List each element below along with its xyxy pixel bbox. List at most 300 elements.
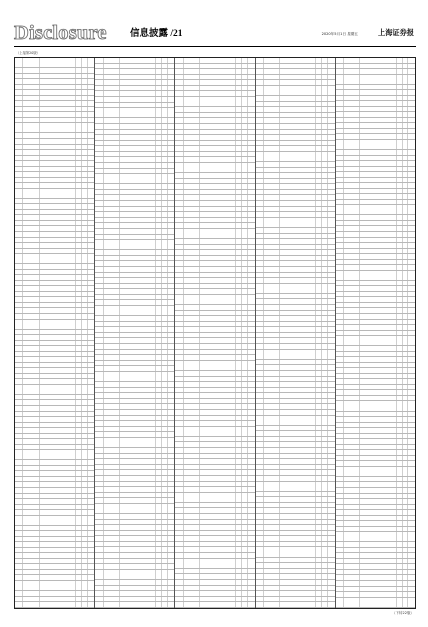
- table-cell: [248, 107, 255, 112]
- table-cell: [336, 205, 344, 214]
- table-cell: [184, 410, 200, 415]
- table-cell: [248, 58, 255, 63]
- table-cell: [344, 101, 360, 106]
- table-cell: [95, 58, 103, 63]
- table-cell: [328, 118, 335, 123]
- table-cell: [248, 377, 255, 382]
- table-cell: [408, 161, 415, 166]
- table-cell: [408, 390, 415, 395]
- table-cell: [95, 602, 103, 607]
- table-cell: [120, 350, 156, 355]
- table-cell: [104, 372, 120, 381]
- table-cell: [256, 102, 264, 107]
- table-cell: [168, 553, 175, 558]
- table-cell: [328, 520, 335, 525]
- table-cell: [264, 448, 280, 453]
- table-cell: [328, 525, 335, 530]
- table-cell: [184, 305, 200, 310]
- table-cell: [15, 482, 23, 487]
- table-cell: [280, 525, 316, 530]
- table-cell: [248, 437, 255, 442]
- table-cell: [256, 382, 264, 387]
- table-cell: [328, 382, 335, 387]
- table-cell: [328, 86, 335, 95]
- table-cell: [280, 316, 316, 321]
- table-cell: [256, 492, 264, 497]
- table-cell: [104, 322, 120, 327]
- table-cell: [336, 129, 344, 134]
- table-cell: [264, 508, 280, 513]
- table-cell: [248, 152, 255, 157]
- table-cell: [184, 135, 200, 140]
- table-cell: [120, 542, 156, 547]
- table-cell: [248, 80, 255, 85]
- table-cell: [23, 297, 39, 302]
- table-cell: [175, 327, 183, 332]
- table-cell: [15, 412, 23, 417]
- table-cell: [256, 162, 264, 167]
- table-cell: [184, 437, 200, 442]
- table-cell: [120, 316, 156, 321]
- table-cell: [184, 333, 200, 338]
- table-cell: [264, 179, 280, 184]
- table-cell: [15, 591, 23, 596]
- table-cell: [280, 146, 316, 151]
- table-cell: [168, 273, 175, 278]
- table-cell: [328, 168, 335, 173]
- table-cell: [175, 91, 183, 96]
- table-cell: [23, 374, 39, 379]
- table-cell: [328, 322, 335, 327]
- table-cell: [360, 417, 396, 422]
- table-cell: [200, 442, 236, 447]
- table-cell: [328, 327, 335, 332]
- table-cell: [120, 80, 156, 85]
- table-cell: [88, 559, 95, 564]
- table-row: [336, 336, 415, 346]
- table-cell: [88, 243, 95, 248]
- table-cell: [120, 388, 156, 393]
- table-cell: [15, 537, 23, 542]
- table-cell: [120, 427, 156, 432]
- table-cell: [104, 542, 120, 547]
- table-cell: [95, 86, 103, 91]
- table-cell: [88, 275, 95, 280]
- table-cell: [184, 591, 200, 596]
- table-cell: [264, 201, 280, 206]
- table-cell: [104, 69, 120, 74]
- table-cell: [175, 514, 183, 519]
- table-cell: [336, 238, 344, 243]
- table-cell: [120, 487, 156, 492]
- table-cell: [344, 123, 360, 128]
- table-cell: [120, 553, 156, 558]
- table-cell: [248, 250, 255, 255]
- table-cell: [175, 195, 183, 200]
- table-cell: [264, 536, 280, 541]
- table-cell: [360, 69, 396, 74]
- table-cell: [256, 470, 264, 475]
- table-cell: [248, 201, 255, 206]
- table-cell: [408, 150, 415, 155]
- table-cell: [15, 221, 23, 226]
- table-cell: [344, 85, 360, 90]
- table-cell: [95, 218, 103, 223]
- table-cell: [15, 352, 23, 357]
- table-cell: [175, 602, 183, 607]
- table-cell: [360, 396, 396, 401]
- table-cell: [360, 226, 396, 231]
- table-cell: [120, 476, 156, 481]
- table-row: [256, 602, 335, 608]
- table-cell: [328, 299, 335, 304]
- table-cell: [328, 371, 335, 376]
- table-cell: [328, 465, 335, 470]
- table-cell: [23, 553, 39, 558]
- table-cell: [95, 531, 103, 536]
- table-cell: [23, 559, 39, 564]
- table-cell: [248, 295, 255, 304]
- table-cell: [184, 184, 200, 189]
- table-cell: [280, 365, 316, 370]
- table-cell: [256, 333, 264, 338]
- table-cell: [344, 379, 360, 384]
- table-cell: [95, 306, 103, 315]
- table-cell: [336, 401, 344, 410]
- table-cell: [88, 548, 95, 553]
- table-cell: [15, 145, 23, 150]
- table-cell: [280, 107, 316, 112]
- table-cell: [336, 90, 344, 95]
- table-cell: [264, 454, 280, 459]
- table-cell: [200, 448, 236, 453]
- table-cell: [408, 314, 415, 319]
- table-cell: [88, 591, 95, 596]
- table-cell: [264, 96, 280, 101]
- table-cell: [88, 516, 95, 525]
- table-cell: [280, 344, 316, 349]
- table-cell: [104, 229, 120, 234]
- table-cell: [168, 602, 175, 607]
- table-cell: [120, 261, 156, 266]
- table-cell: [256, 476, 264, 481]
- table-cell: [168, 278, 175, 283]
- table-cell: [40, 123, 76, 132]
- table-cell: [95, 273, 103, 278]
- table-cell: [408, 352, 415, 357]
- table-cell: [15, 68, 23, 73]
- table-cell: [88, 531, 95, 536]
- table-cell: [336, 314, 344, 319]
- table-cell: [248, 212, 255, 217]
- table-cell: [360, 461, 396, 466]
- table-cell: [40, 450, 76, 459]
- table-cell: [248, 75, 255, 80]
- table-cell: [168, 261, 175, 266]
- table-cell: [15, 450, 23, 459]
- table-cell: [184, 146, 200, 151]
- table-cell: [15, 270, 23, 275]
- table-cell: [248, 86, 255, 91]
- table-cell: [175, 547, 183, 552]
- table-cell: [344, 90, 360, 95]
- table-cell: [175, 305, 183, 310]
- table-cell: [344, 494, 360, 499]
- table-cell: [344, 368, 360, 373]
- table-cell: [336, 581, 344, 586]
- table-cell: [184, 416, 200, 421]
- table-cell: [328, 201, 335, 206]
- table-cell: [264, 228, 280, 233]
- table-cell: [168, 316, 175, 321]
- table-cell: [120, 240, 156, 249]
- table-cell: [15, 395, 23, 400]
- table-cell: [248, 454, 255, 459]
- table-cell: [104, 487, 120, 492]
- table-cell: [336, 532, 344, 541]
- table-cell: [184, 107, 200, 112]
- table-cell: [200, 371, 236, 376]
- table-cell: [175, 256, 183, 261]
- table-cell: [328, 388, 335, 393]
- table-cell: [256, 173, 264, 178]
- table-cell: [168, 333, 175, 338]
- table-cell: [408, 357, 415, 362]
- table-cell: [120, 372, 156, 381]
- table-cell: [15, 96, 23, 101]
- table-cell: [15, 123, 23, 132]
- table-cell: [104, 174, 120, 183]
- table-cell: [200, 250, 236, 255]
- table-cell: [15, 477, 23, 482]
- table-cell: [256, 426, 264, 431]
- table-cell: [264, 338, 280, 343]
- table-cell: [344, 260, 360, 265]
- table-cell: [95, 322, 103, 327]
- table-cell: [360, 101, 396, 106]
- table-cell: [248, 91, 255, 96]
- table-cell: [168, 361, 175, 366]
- table-cell: [120, 355, 156, 360]
- table-cell: [120, 536, 156, 541]
- table-cell: [23, 352, 39, 357]
- table-cell: [248, 190, 255, 195]
- table-cell: [328, 173, 335, 178]
- table-cell: [120, 338, 156, 343]
- table-cell: [336, 325, 344, 330]
- table-cell: [336, 505, 344, 510]
- table-cell: [168, 256, 175, 261]
- table-cell: [175, 135, 183, 140]
- table-cell: [104, 427, 120, 432]
- table-cell: [95, 382, 103, 387]
- table-cell: [336, 243, 344, 248]
- table-cell: [256, 118, 264, 123]
- table-cell: [264, 322, 280, 327]
- table-cell: [23, 379, 39, 384]
- table-cell: [408, 129, 415, 134]
- table-cell: [95, 536, 103, 541]
- table-cell: [248, 586, 255, 591]
- table-cell: [23, 275, 39, 280]
- table-cell: [408, 598, 415, 607]
- table-cell: [344, 439, 360, 444]
- table-cell: [280, 179, 316, 184]
- table-cell: [40, 537, 76, 542]
- table-cell: [360, 428, 396, 433]
- table-cell: [95, 103, 103, 108]
- table-cell: [168, 536, 175, 541]
- table-cell: [184, 508, 200, 513]
- table-cell: [15, 107, 23, 112]
- table-cell: [95, 256, 103, 261]
- table-cell: [344, 178, 360, 183]
- table-cell: [88, 471, 95, 476]
- table-cell: [336, 271, 344, 280]
- table-cell: [360, 314, 396, 319]
- table-cell: [344, 336, 360, 345]
- table-cell: [120, 525, 156, 530]
- table-cell: [23, 303, 39, 308]
- table-cell: [15, 417, 23, 422]
- table-cell: [40, 107, 76, 112]
- table-cell: [336, 178, 344, 183]
- table-cell: [104, 146, 120, 151]
- table-cell: [168, 289, 175, 294]
- table-cell: [336, 303, 344, 308]
- table-cell: [120, 404, 156, 409]
- table-cell: [408, 532, 415, 541]
- table-cell: [168, 493, 175, 498]
- table-cell: [408, 396, 415, 401]
- table-cell: [168, 427, 175, 432]
- table-cell: [360, 385, 396, 390]
- table-cell: [344, 598, 360, 607]
- table-cell: [264, 514, 280, 519]
- table-cell: [88, 460, 95, 465]
- table-cell: [120, 448, 156, 453]
- table-cell: [264, 586, 280, 591]
- table-cell: [88, 537, 95, 542]
- table-cell: [40, 161, 76, 166]
- table-cell: [168, 108, 175, 117]
- table-cell: [184, 295, 200, 304]
- table-row: [15, 320, 94, 330]
- table-cell: [344, 346, 360, 351]
- table-row: [95, 108, 174, 118]
- table-cell: [336, 232, 344, 237]
- table-cell: [336, 417, 344, 422]
- table-cell: [104, 525, 120, 530]
- table-cell: [184, 361, 200, 370]
- table-cell: [408, 494, 415, 499]
- table-cell: [360, 548, 396, 553]
- table-cell: [264, 404, 280, 409]
- table-cell: [23, 58, 39, 67]
- table-cell: [120, 454, 156, 459]
- table-cell: [256, 305, 264, 310]
- table-cell: [336, 336, 344, 345]
- table-cell: [408, 510, 415, 515]
- table-cell: [264, 465, 280, 470]
- table-cell: [264, 547, 280, 556]
- table-cell: [40, 96, 76, 101]
- table-cell: [264, 218, 280, 227]
- table-cell: [360, 445, 396, 450]
- table-cell: [104, 421, 120, 426]
- table-cell: [200, 327, 236, 332]
- table-cell: [95, 152, 103, 157]
- table-cell: [360, 281, 396, 286]
- table-cell: [175, 399, 183, 404]
- table-cell: [168, 163, 175, 168]
- table-cell: [23, 602, 39, 607]
- table-cell: [360, 423, 396, 428]
- table-row: [15, 581, 94, 591]
- table-cell: [184, 542, 200, 547]
- table-cell: [360, 232, 396, 237]
- table-cell: [200, 427, 236, 436]
- table-cell: [168, 410, 175, 415]
- table-cell: [200, 273, 236, 278]
- table-cell: [264, 75, 280, 80]
- table-cell: [336, 379, 344, 384]
- table-cell: [120, 421, 156, 426]
- table-cell: [360, 112, 396, 117]
- table-cell: [184, 152, 200, 157]
- table-cell: [175, 223, 183, 228]
- table-cell: [264, 152, 280, 161]
- table-cell: [95, 207, 103, 212]
- table-cell: [336, 189, 344, 194]
- table-cell: [184, 284, 200, 289]
- table-cell: [256, 437, 264, 442]
- table-cell: [248, 245, 255, 250]
- table-cell: [104, 184, 120, 189]
- table-cell: [264, 212, 280, 217]
- table-cell: [40, 581, 76, 590]
- table-cell: [184, 69, 200, 74]
- table-cell: [336, 368, 344, 373]
- table-row: [175, 97, 254, 107]
- table-cell: [336, 499, 344, 504]
- table-cell: [248, 327, 255, 332]
- table-cell: [248, 487, 255, 492]
- table-cell: [40, 526, 76, 531]
- table-cell: [40, 400, 76, 405]
- table-cell: [344, 297, 360, 302]
- table-cell: [280, 327, 316, 332]
- table-cell: [360, 320, 396, 325]
- table-cell: [360, 368, 396, 373]
- table-cell: [40, 395, 76, 400]
- table-cell: [280, 173, 316, 178]
- table-cell: [88, 505, 95, 510]
- table-cell: [280, 542, 316, 547]
- table-cell: [336, 281, 344, 286]
- table-cell: [88, 526, 95, 531]
- table-cell: [95, 278, 103, 283]
- table-cell: [88, 379, 95, 384]
- table-cell: [40, 232, 76, 237]
- table-cell: [336, 434, 344, 439]
- table-cell: [256, 482, 264, 491]
- table-cell: [200, 525, 236, 530]
- table-cell: [88, 215, 95, 220]
- table-cell: [88, 494, 95, 499]
- table-cell: [256, 299, 264, 304]
- table-cell: [88, 199, 95, 204]
